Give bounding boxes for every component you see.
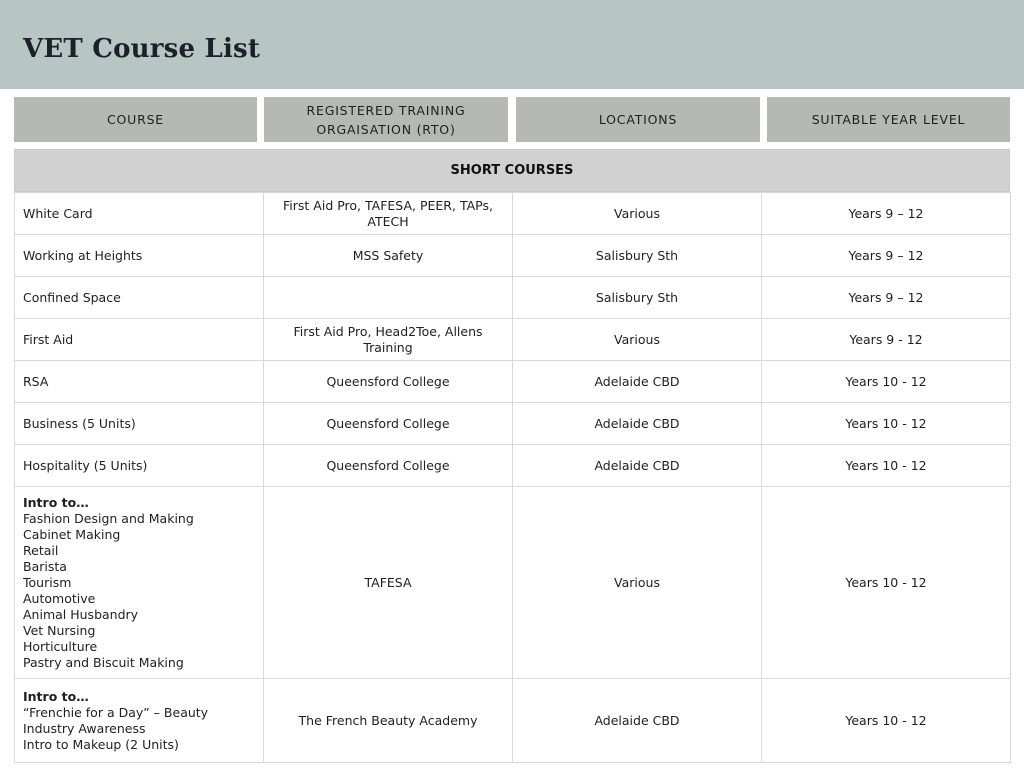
year-cell: Years 10 - 12	[762, 403, 1011, 445]
intro-item: Animal Husbandry	[23, 606, 139, 622]
intro-heading: Intro to…	[23, 688, 89, 704]
location-cell: Various	[513, 319, 762, 361]
location-cell: Various	[513, 193, 762, 235]
course-cell: First Aid	[15, 319, 264, 361]
location-cell: Adelaide CBD	[513, 679, 762, 763]
rto-cell: First Aid Pro, TAFESA, PEER, TAPs, ATECH	[264, 193, 513, 235]
intro-item: Vet Nursing	[23, 622, 96, 638]
year-cell: Years 9 – 12	[762, 193, 1011, 235]
rto-cell: First Aid Pro, Head2Toe, Allens Training	[264, 319, 513, 361]
intro-item: Pastry and Biscuit Making	[23, 654, 184, 670]
year-cell: Years 9 - 12	[762, 319, 1011, 361]
course-cell: White Card	[15, 193, 264, 235]
year-cell: Years 10 - 12	[762, 445, 1011, 487]
intro-item: Automotive	[23, 590, 96, 606]
page-title: VET Course List	[23, 34, 261, 64]
intro-item: Cabinet Making	[23, 526, 121, 542]
rto-cell: The French Beauty Academy	[264, 679, 513, 763]
location-cell: Salisbury Sth	[513, 277, 762, 319]
table-row	[15, 235, 1011, 277]
intro-item: Barista	[23, 558, 67, 574]
year-cell: Years 9 – 12	[762, 235, 1011, 277]
intro-item: “Frenchie for a Day” – Beauty Industry Awareness	[23, 704, 209, 736]
intro-heading: Intro to…	[23, 494, 89, 510]
table-row	[15, 277, 1011, 319]
course-cell-intro-list	[15, 679, 264, 763]
table-row	[15, 445, 1011, 487]
table-row	[15, 403, 1011, 445]
intro-item: Horticulture	[23, 638, 98, 654]
year-cell: Years 9 – 12	[762, 277, 1011, 319]
table-row	[15, 193, 1011, 235]
header-course: COURSE	[14, 97, 257, 142]
intro-item: Intro to Makeup (2 Units)	[23, 736, 179, 752]
intro-item: Fashion Design and Making	[23, 510, 194, 526]
rto-cell	[264, 277, 513, 319]
location-cell: Adelaide CBD	[513, 403, 762, 445]
rto-cell: TAFESA	[264, 487, 513, 679]
table-row	[15, 319, 1011, 361]
course-cell-intro-list	[15, 487, 264, 679]
table-row	[15, 487, 1011, 679]
header-locations: LOCATIONS	[516, 97, 760, 142]
year-cell: Years 10 - 12	[762, 361, 1011, 403]
header-rto: REGISTERED TRAINING ORGAISATION (RTO)	[264, 97, 508, 142]
year-cell: Years 10 - 12	[762, 679, 1011, 763]
intro-item: Tourism	[23, 574, 72, 590]
course-table	[14, 192, 1011, 763]
header-year-level: SUITABLE YEAR LEVEL	[767, 97, 1010, 142]
year-cell: Years 10 - 12	[762, 487, 1011, 679]
course-cell: Confined Space	[15, 277, 264, 319]
course-cell: RSA	[15, 361, 264, 403]
course-cell: Working at Heights	[15, 235, 264, 277]
location-cell: Adelaide CBD	[513, 445, 762, 487]
title-banner	[0, 0, 1024, 89]
location-cell: Adelaide CBD	[513, 361, 762, 403]
rto-cell: Queensford College	[264, 445, 513, 487]
location-cell: Various	[513, 487, 762, 679]
rto-cell: Queensford College	[264, 361, 513, 403]
table-row	[15, 679, 1011, 763]
rto-cell: MSS Safety	[264, 235, 513, 277]
rto-cell: Queensford College	[264, 403, 513, 445]
table-row	[15, 361, 1011, 403]
course-cell: Hospitality (5 Units)	[15, 445, 264, 487]
section-short-courses: SHORT COURSES	[14, 149, 1010, 192]
course-cell: Business (5 Units)	[15, 403, 264, 445]
intro-item: Retail	[23, 542, 59, 558]
location-cell: Salisbury Sth	[513, 235, 762, 277]
